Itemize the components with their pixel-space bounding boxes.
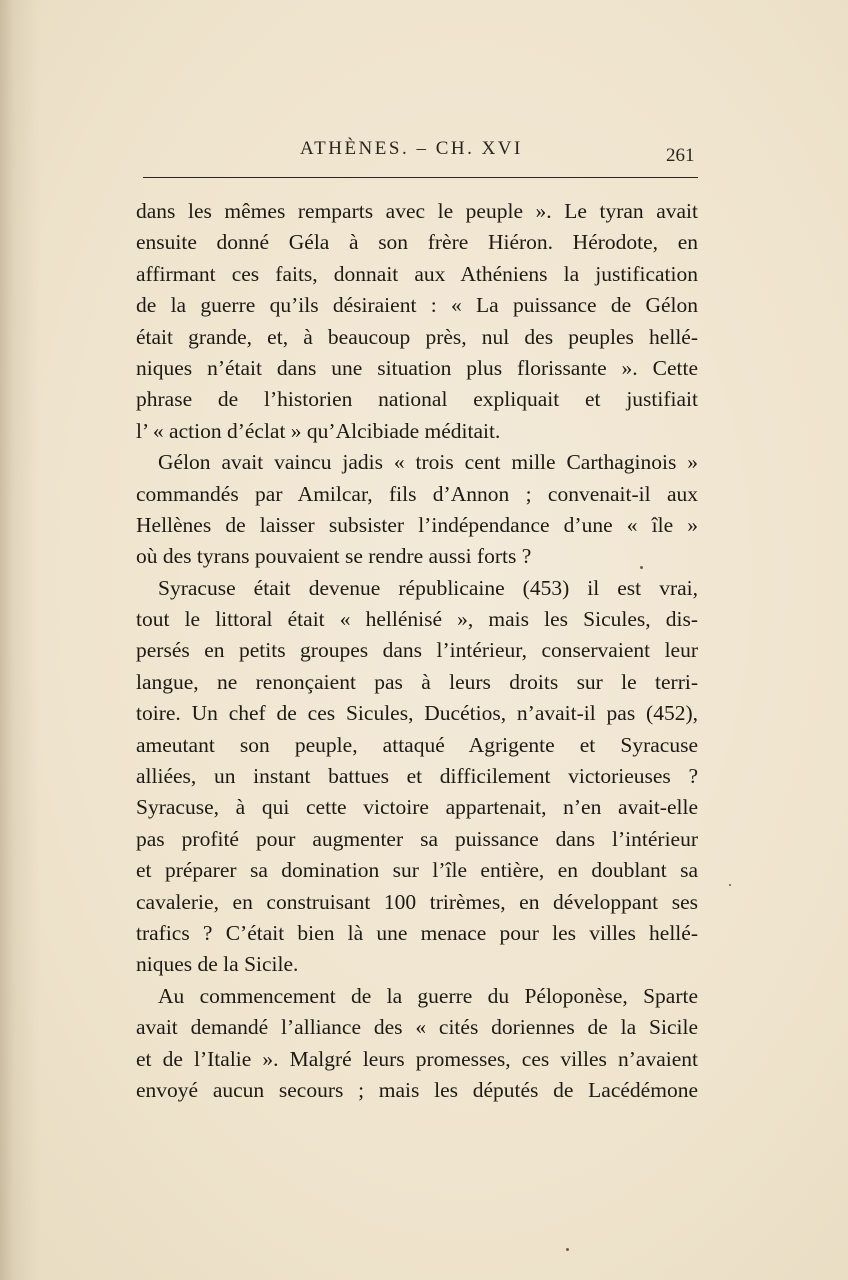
paragraph	[136, 196, 698, 447]
paragraph	[136, 981, 698, 1107]
text-line: commandés par Amilcar, fils d’Annon ; convenait-il aux	[136, 481, 698, 506]
text-line: avait demandé l’alliance des « cités doriennes de la Sicile	[136, 1015, 698, 1040]
text-line: persés en petits groupes dans l’intérieur, conservaient leur	[136, 638, 698, 663]
text-line: affirmant ces faits, donnait aux Athéniens la justification	[136, 261, 698, 286]
paper-speck	[729, 884, 731, 886]
page-number: 261	[666, 145, 695, 166]
running-head: ATHÈNES. – CH. XVI	[300, 138, 523, 159]
text-line: ensuite donné Géla à son frère Hiéron. Hérodote, en	[136, 230, 698, 255]
text-line: trafics ? C’était bien là une menace pour les villes hellé-	[136, 920, 698, 945]
text-line: ameutant son peuple, attaqué Agrigente et Syracuse	[136, 732, 698, 757]
text-line: alliées, un instant battues et difficilement victorieuses ?	[136, 764, 698, 789]
header-rule	[143, 177, 698, 178]
text-line: niques n’était dans une situation plus florissante ». Cette	[136, 355, 698, 380]
text-line: et préparer sa domination sur l’île entière, en doublant sa	[136, 858, 698, 883]
text-line: Gélon avait vaincu jadis « trois cent mille Carthaginois »	[158, 450, 698, 475]
text-line: Syracuse était devenue républicaine (453) il est vrai,	[158, 575, 698, 600]
text-line: Au commencement de la guerre du Péloponèse, Sparte	[158, 983, 698, 1008]
text-line: phrase de l’historien national expliquait et justifiait	[136, 387, 698, 412]
text-line: envoyé aucun secours ; mais les députés de Lacédémone	[136, 1077, 698, 1102]
text-line: toire. Un chef de ces Sicules, Ducétios, n’avait-il pas (452),	[136, 701, 698, 726]
text-line: où des tyrans pouvaient se rendre aussi forts ?	[136, 544, 532, 569]
text-line: Syracuse, à qui cette victoire appartenait, n’en avait-elle	[136, 795, 698, 820]
text-line: était grande, et, à beaucoup près, nul des peuples hellé-	[136, 324, 698, 349]
paragraph	[136, 447, 698, 573]
body-text	[136, 196, 698, 1106]
paper-speck	[566, 1248, 569, 1251]
paper-speck	[640, 566, 643, 569]
text-line: dans les mêmes remparts avec le peuple ». Le tyran avait	[136, 199, 698, 223]
text-line: niques de la Sicile.	[136, 952, 299, 977]
text-line: l’ « action d’éclat » qu’Alcibiade méditait.	[136, 418, 501, 443]
text-line: Hellènes de laisser subsister l’indépendance d’une « île »	[136, 512, 698, 537]
text-line: langue, ne renonçaient pas à leurs droits sur le terri-	[136, 669, 698, 694]
text-line: tout le littoral était « hellénisé », mais les Sicules, dis-	[136, 607, 698, 632]
text-line: cavalerie, en construisant 100 trirèmes, en développant ses	[136, 889, 698, 914]
text-line: et de l’Italie ». Malgré leurs promesses, ces villes n’avaient	[136, 1046, 698, 1071]
text-line: de la guerre qu’ils désiraient : « La puissance de Gélon	[136, 293, 698, 318]
paragraph	[136, 573, 698, 981]
text-line: pas profité pour augmenter sa puissance dans l’intérieur	[136, 826, 698, 851]
